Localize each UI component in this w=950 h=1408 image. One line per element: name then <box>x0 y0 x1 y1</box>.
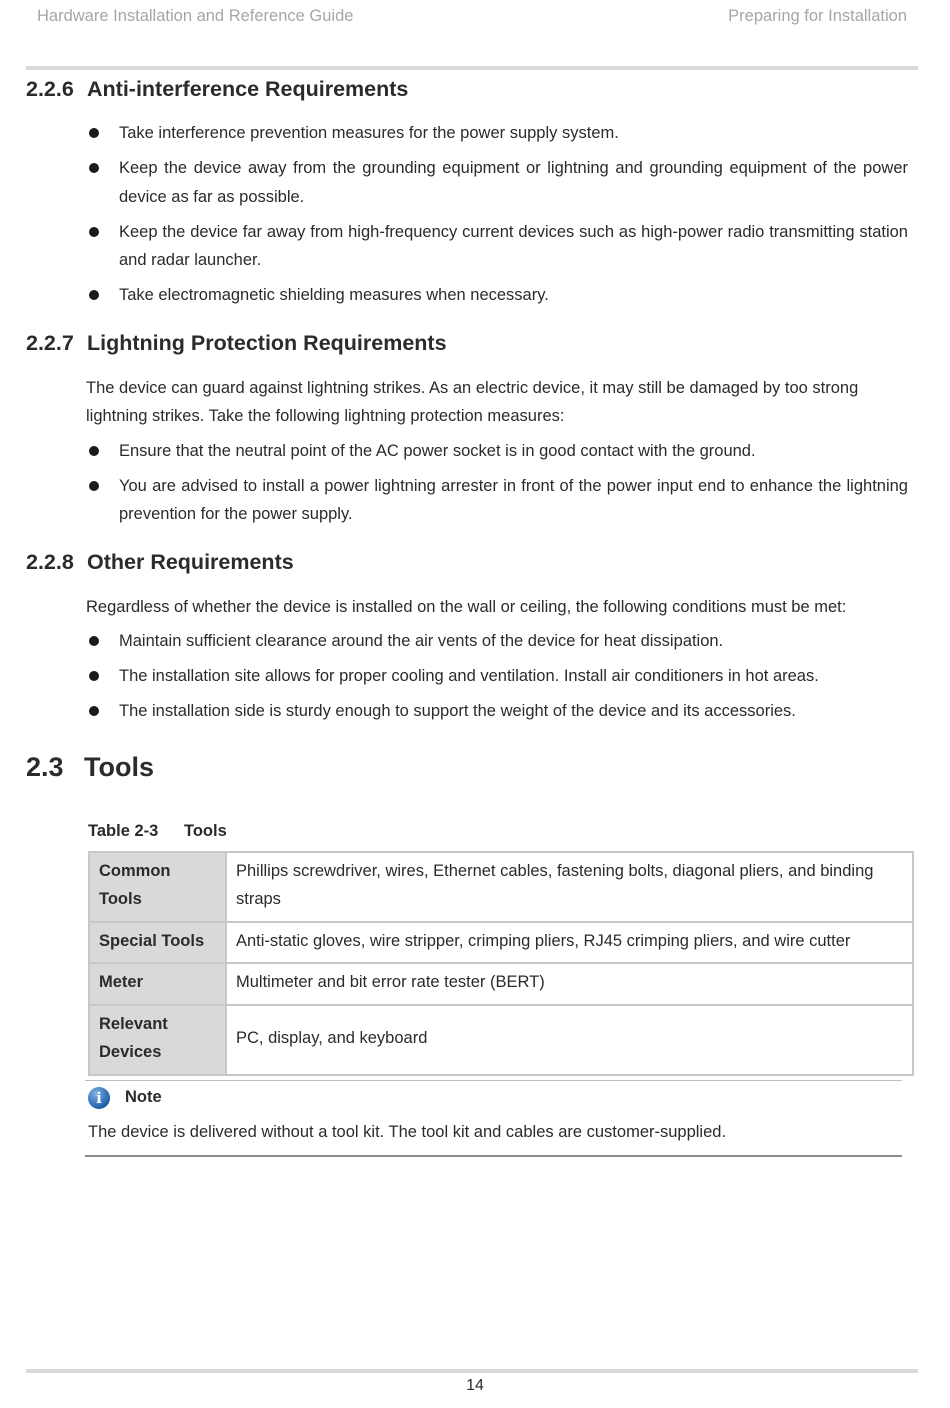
section-number: 2.2.6 <box>26 77 74 101</box>
table-value-cell: Anti-static gloves, wire stripper, crimping pliers, RJ45 crimping pliers, and wire cutter <box>226 922 913 964</box>
lightning-intro: The device can guard against lightning strikes. As an electric device, it may still be damaged by too strong lightning strikes. Take the following lightning protection measures: <box>86 378 859 425</box>
table-caption-title: Tools <box>184 821 227 840</box>
list-item: The installation side is sturdy enough to support the weight of the device and its accessories. <box>86 697 908 726</box>
section-number: 2.2.7 <box>26 330 74 355</box>
note-box <box>85 1080 902 1158</box>
info-icon: i <box>88 1087 110 1109</box>
table-key-cell: Relevant Devices <box>89 1005 226 1075</box>
page-content <box>26 74 908 1157</box>
list-item: Keep the device away from the grounding equipment or lightning and grounding equipment of the power device as far as possible. <box>86 154 908 211</box>
table-key-cell: Special Tools <box>89 922 226 964</box>
running-header-title: Hardware Installation and Reference Guide <box>37 7 354 25</box>
table-row <box>89 1005 913 1075</box>
note-title: Note <box>125 1088 162 1106</box>
anti-interference-list <box>26 119 908 310</box>
header-rule <box>26 66 918 70</box>
list-item: Take interference prevention measures for the power supply system. <box>86 119 908 148</box>
table-value-cell: Multimeter and bit error rate tester (BERT) <box>226 963 913 1005</box>
table-value-cell: PC, display, and keyboard <box>226 1005 913 1075</box>
section-heading-2-2-6 <box>26 74 908 104</box>
list-item: Take electromagnetic shielding measures when necessary. <box>86 281 908 310</box>
table-key-cell: Meter <box>89 963 226 1005</box>
table-caption <box>88 819 908 843</box>
list-item: Keep the device far away from high-frequency current devices such as high-power radio transmitting station and radar launcher. <box>86 218 908 275</box>
note-header <box>85 1081 902 1115</box>
section-title: Anti-interference Requirements <box>87 77 409 101</box>
section-number: 2.2.8 <box>26 549 74 574</box>
list-item: You are advised to install a power lightning arrester in front of the power input end to enhance the lightning prevention for the power supply. <box>86 472 908 529</box>
tools-table <box>88 851 914 1076</box>
page-number: 14 <box>466 1377 484 1394</box>
list-item: The installation site allows for proper cooling and ventilation. Install air conditioners in hot areas. <box>86 662 908 691</box>
lightning-list <box>26 437 908 529</box>
section-heading-2-2-7 <box>26 328 908 358</box>
section-title: Other Requirements <box>87 549 294 574</box>
table-row <box>89 852 913 922</box>
section-heading-2-2-8 <box>26 547 908 577</box>
table-row <box>89 963 913 1005</box>
table-value-cell: Phillips screwdriver, wires, Ethernet cables, fastening bolts, diagonal pliers, and binding straps <box>226 852 913 922</box>
section-title: Tools <box>84 751 154 782</box>
section-title: Lightning Protection Requirements <box>87 330 447 355</box>
running-header-chapter: Preparing for Installation <box>728 7 907 25</box>
other-intro: Regardless of whether the device is installed on the wall or ceiling, the following conditions must be met: <box>86 597 847 616</box>
section-heading-2-3 <box>26 749 908 785</box>
list-item: Maintain sufficient clearance around the air vents of the device for heat dissipation. <box>86 627 908 656</box>
table-key-cell: Common Tools <box>89 852 226 922</box>
section-number: 2.3 <box>26 751 64 782</box>
table-caption-label: Table 2-3 <box>88 821 159 840</box>
list-item: Ensure that the neutral point of the AC power socket is in good contact with the ground. <box>86 437 908 466</box>
table-row <box>89 922 913 964</box>
footer-rule <box>26 1369 918 1373</box>
note-text: The device is delivered without a tool kit. The tool kit and cables are customer-supplied. <box>88 1122 727 1141</box>
other-list <box>26 627 908 726</box>
